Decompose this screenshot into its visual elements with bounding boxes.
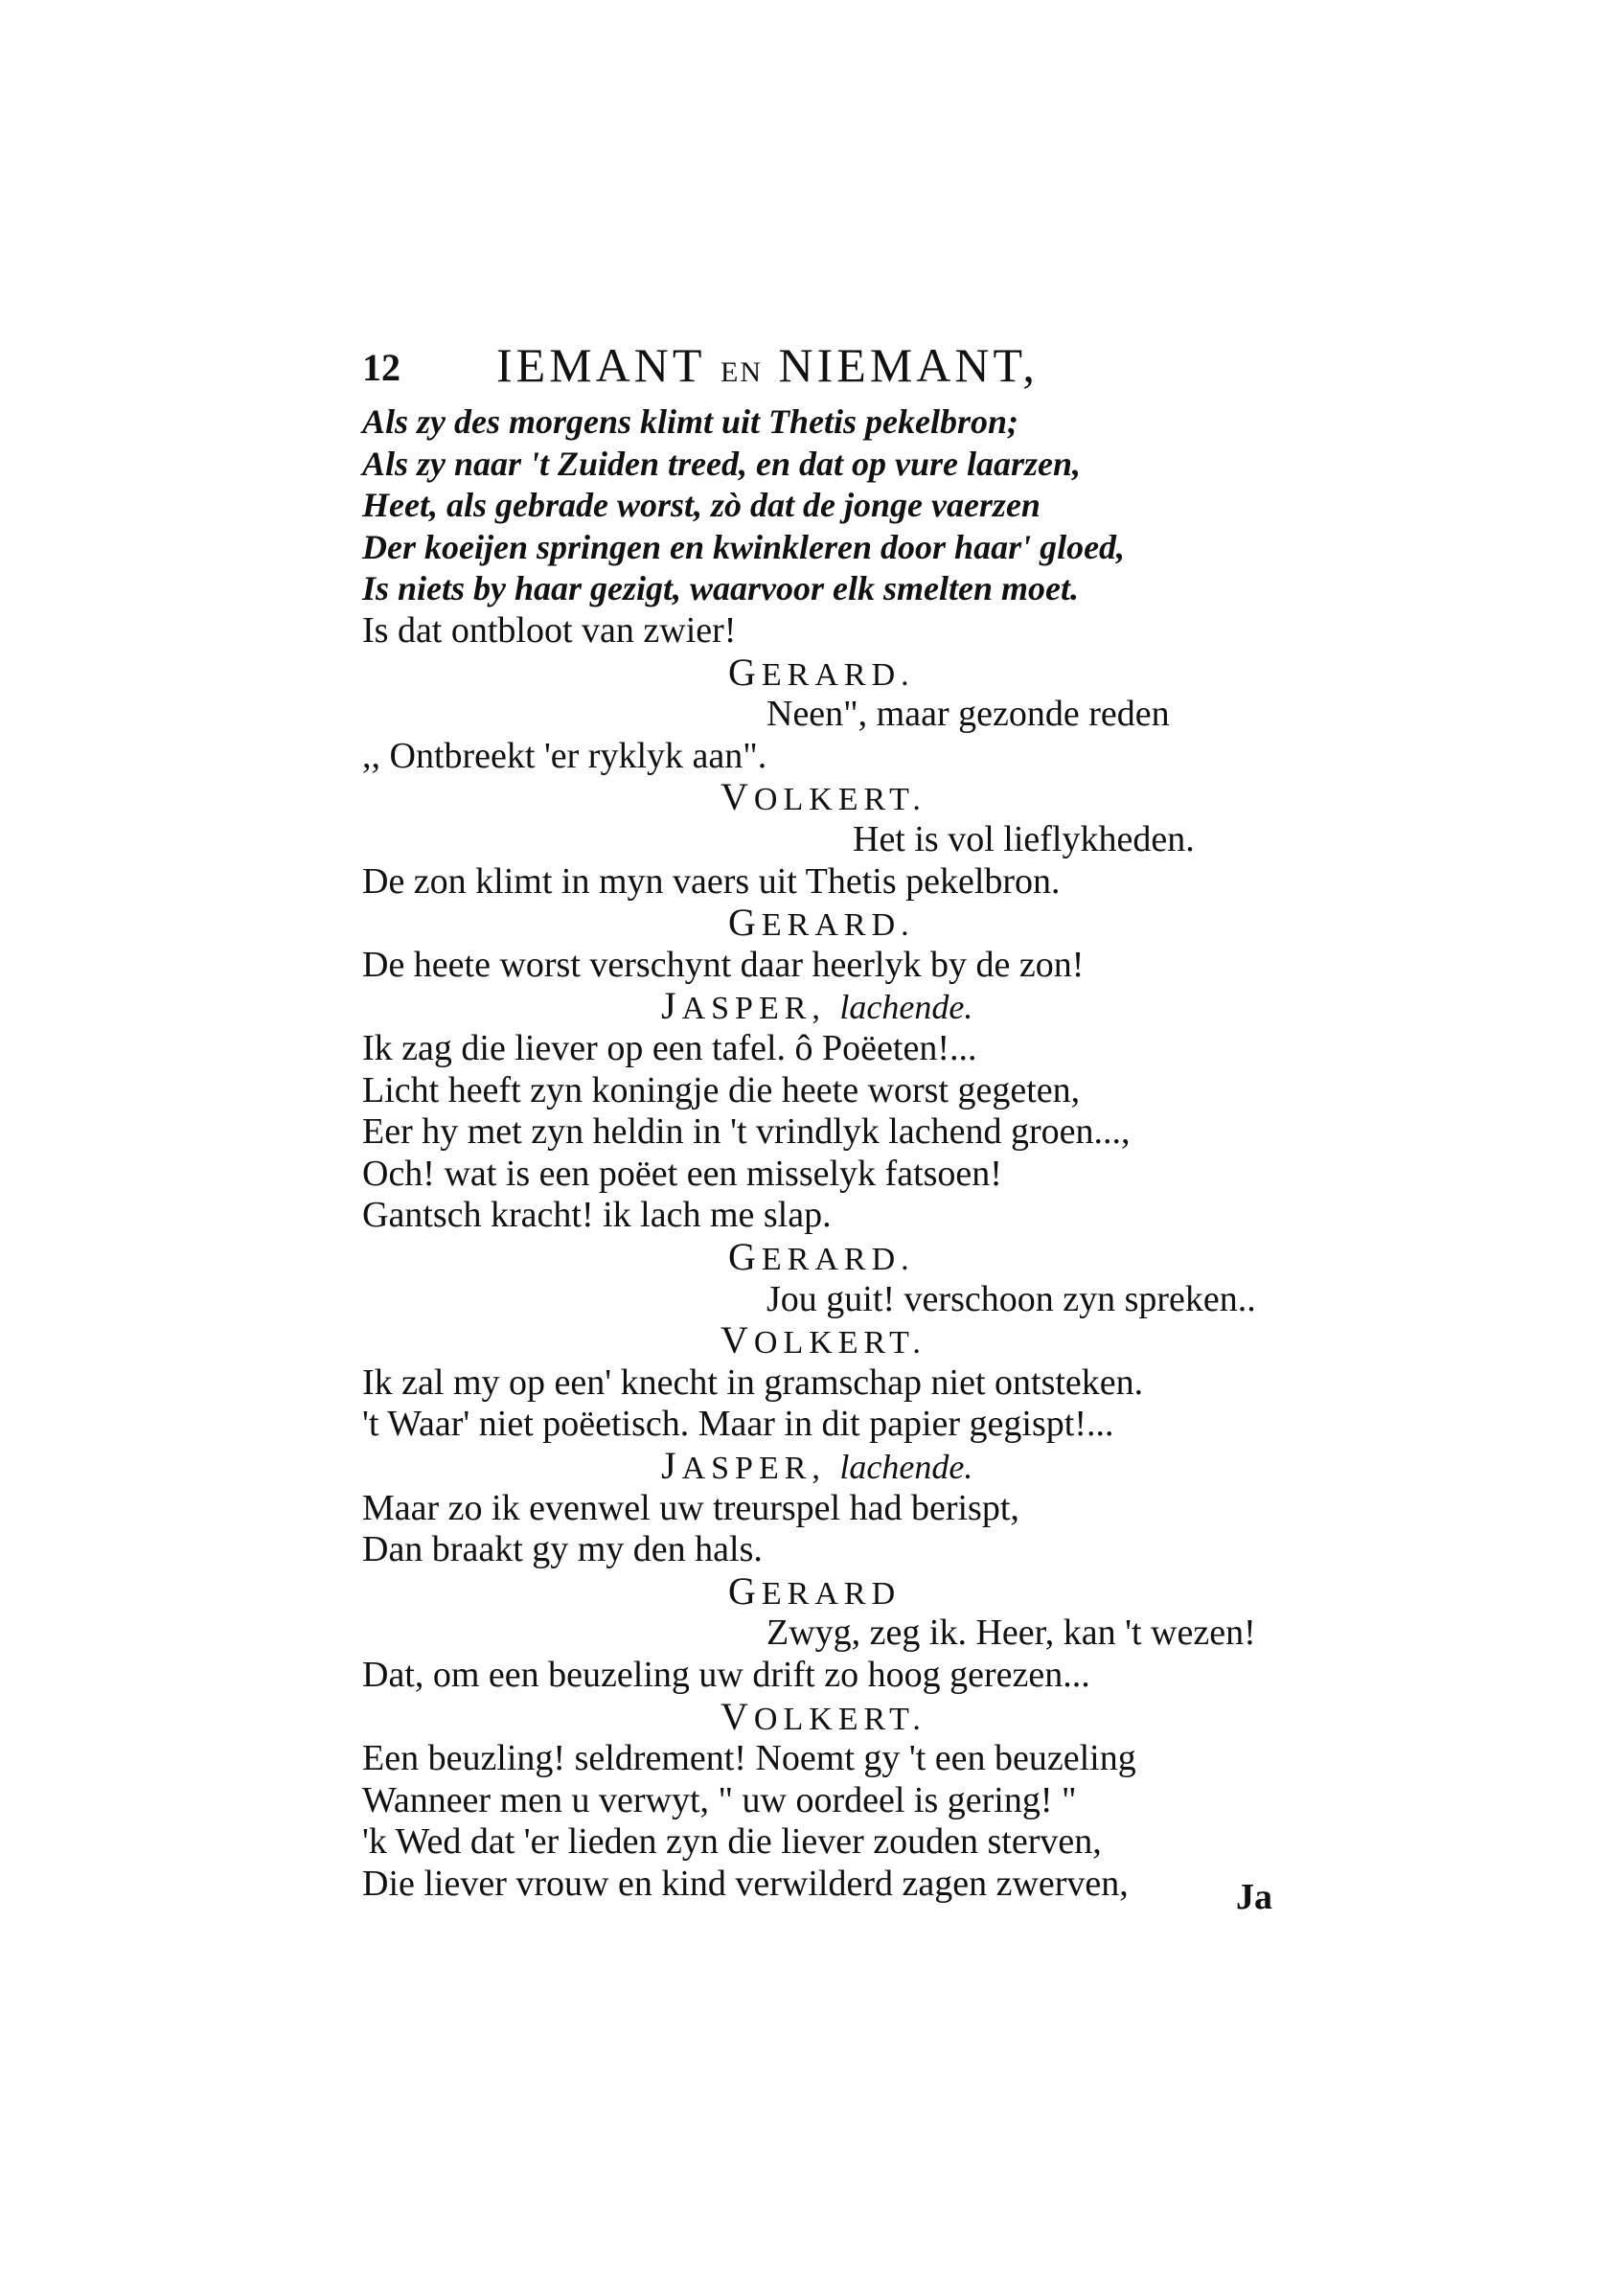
speaker-rest: ERARD. — [761, 656, 915, 693]
speaker-name — [728, 1570, 901, 1615]
verse-line: Een beuzling! seldrement! Noemt gy 't een beuzeling — [362, 1738, 1136, 1779]
speaker-initial: J — [661, 1444, 682, 1487]
quoted-verse-line: Als zy naar 't Zuiden treed, en dat op vure laarzen, — [362, 444, 1082, 483]
catchword: Ja — [1236, 1877, 1272, 1917]
speaker-name — [661, 985, 972, 1030]
verse-line: Eer hy met zyn heldin in 't vrindlyk lachend groen..., — [362, 1111, 1131, 1153]
stage-direction: lachende. — [839, 1448, 973, 1486]
speaker-initial: G — [728, 901, 762, 945]
verse-line: Maar zo ik evenwel uw treurspel had berispt, — [362, 1487, 1019, 1528]
verse-line: Ik zal my op een' knecht in gramschap niet ontsteken. — [362, 1361, 1144, 1403]
verse-line: Ik zag die liever op een tafel. ô Poëeten!... — [362, 1028, 977, 1068]
verse-line: Och! wat is een poëet een misselyk fatsoen! — [362, 1153, 1002, 1194]
speaker-rest: ASPER, — [681, 1451, 826, 1486]
speaker-initial: G — [728, 1568, 762, 1613]
verse-line: ,, Ontbreekt 'er ryklyk aan". — [362, 735, 767, 776]
speaker-initial: V — [721, 1318, 754, 1362]
verse-line: Dat, om een beuzeling uw drift zo hoog gerezen... — [362, 1655, 1090, 1695]
verse-line: De zon klimt in myn vaers uit Thetis pekelbron. — [362, 860, 1061, 902]
verse-line: Wanneer men u verwyt, " uw oordeel is gering! " — [362, 1779, 1077, 1820]
speaker-name — [721, 776, 926, 821]
quoted-verse-line: Der koeijen springen en kwinkleren door haar' gloed, — [362, 527, 1126, 566]
verse-line: 't Waar' niet poëetisch. Maar in dit papier gegispt!... — [362, 1404, 1114, 1445]
stage-direction: lachende. — [839, 988, 973, 1027]
speaker-initial: G — [728, 1235, 762, 1278]
speaker-rest: ASPER, — [681, 991, 826, 1027]
verse-line: Licht heeft zyn koningje die heete worst gegeten, — [362, 1069, 1081, 1110]
speaker-name — [728, 1236, 915, 1281]
verse-line: Gantsch kracht! ik lach me slap. — [362, 1195, 832, 1236]
verse-line: Is dat ontbloot van zwier! — [362, 610, 737, 651]
title-part-1: IEMANT — [496, 338, 705, 392]
speaker-name — [728, 652, 915, 697]
speaker-rest: OLKERT. — [753, 1701, 926, 1737]
verse-line: Dan braakt gy my den hals. — [362, 1529, 763, 1570]
speaker-initial: J — [661, 984, 682, 1028]
speaker-initial: V — [721, 1694, 754, 1738]
verse-line: Die liever vrouw en kind verwilderd zagen zwerven, — [362, 1864, 1129, 1904]
speaker-rest: ERARD — [761, 1575, 902, 1612]
speaker-name — [721, 1696, 926, 1741]
speaker-name — [721, 1319, 926, 1364]
speaker-rest: OLKERT. — [753, 782, 926, 818]
verse-line: Neen", maar gezonde reden — [766, 694, 1170, 735]
title-part-2: NIEMANT, — [778, 338, 1039, 392]
verse-line: De heete worst verschynt daar heerlyk by de zon! — [362, 944, 1085, 985]
speaker-initial: V — [721, 775, 754, 819]
speaker-name — [728, 902, 915, 947]
verse-line: 'k Wed dat 'er lieden zyn die liever zouden sterven, — [362, 1821, 1102, 1863]
quoted-verse-line: Als zy des morgens klimt uit Thetis pekelbron; — [362, 402, 1019, 441]
speaker-initial: G — [728, 650, 762, 694]
speaker-rest: OLKERT. — [753, 1325, 926, 1361]
verse-line: Jou guit! verschoon zyn spreken.. — [766, 1278, 1256, 1319]
page-number: 12 — [362, 346, 400, 389]
verse-line: Het is vol lieflykheden. — [853, 819, 1195, 859]
verse-line: Zwyg, zeg ik. Heer, kan 't wezen! — [766, 1613, 1256, 1654]
quoted-verse-line: Heet, als gebrade worst, zò dat de jonge vaerzen — [362, 486, 1041, 525]
quoted-verse-line: Is niets by haar gezigt, waarvoor elk smelten moet. — [362, 569, 1080, 608]
speaker-name — [661, 1445, 972, 1490]
title-connector: EN — [721, 356, 764, 388]
speaker-rest: ERARD. — [761, 1242, 915, 1277]
speaker-rest: ERARD. — [761, 907, 915, 944]
